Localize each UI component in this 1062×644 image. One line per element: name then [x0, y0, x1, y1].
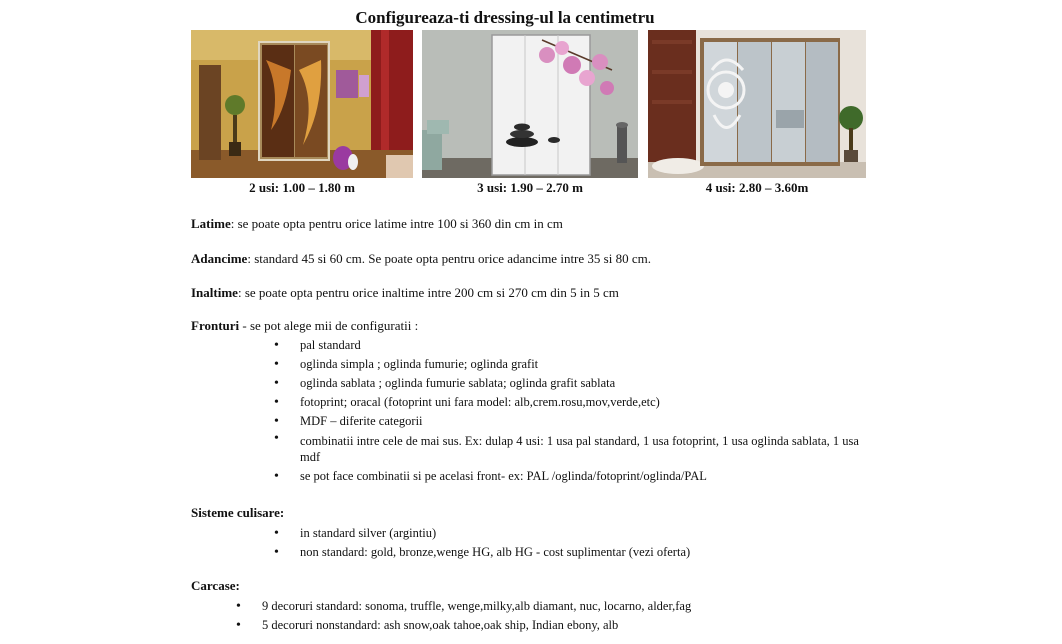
wardrobe-photo-2-doors: [191, 30, 413, 178]
latime-text: : se poate opta pentru orice latime intre 100 si 360 din cm in cm: [230, 216, 563, 231]
list-item: • oglinda sablata ; oglinda fumurie sablata; oglinda grafit sablata: [274, 374, 874, 393]
wardrobe-photo-4-doors: [648, 30, 866, 178]
list-item: • pal standard: [274, 336, 874, 355]
fronturi-list: [274, 336, 874, 486]
carcase-list: [236, 597, 876, 635]
adancime-paragraph: [191, 251, 651, 267]
fronturi-text: - se pot alege mii de configuratii :: [239, 318, 419, 333]
list-item: • MDF – diferite categorii: [274, 412, 874, 431]
adancime-label: Adancime: [191, 251, 248, 266]
list-item: • 9 decoruri standard: sonoma, truffle, wenge,milky,alb diamant, nuc, locarno, alder,fag: [236, 597, 876, 616]
list-item: • oglinda simpla ; oglinda fumurie; oglinda grafit: [274, 355, 874, 374]
list-item: • se pot face combinatii si pe acelasi front- ex: PAL /oglinda/fotoprint/oglinda/PAL: [274, 467, 874, 486]
list-item: • 5 decoruri nonstandard: ash snow,oak tahoe,oak ship, Indian ebony, alb: [236, 616, 876, 635]
sisteme-list: [274, 524, 874, 562]
wardrobe-photo-3-doors: [422, 30, 638, 178]
caption-4-doors: 4 usi: 2.80 – 3.60m: [705, 180, 809, 195]
caption-2-doors: 2 usi: 1.00 – 1.80 m: [249, 180, 355, 195]
latime-paragraph: [191, 216, 563, 232]
fronturi-paragraph: [191, 318, 418, 334]
inaltime-label: Inaltime: [191, 285, 238, 300]
inaltime-text: : se poate opta pentru orice inaltime intre 200 cm si 270 cm din 5 in 5 cm: [237, 285, 619, 300]
carcase-heading: Carcase:: [191, 578, 240, 593]
adancime-text: : standard 45 si 60 cm. Se poate opta pentru orice adancime intre 35 si 80 cm.: [247, 251, 651, 266]
inaltime-paragraph: [191, 285, 619, 301]
sisteme-heading: Sisteme culisare:: [191, 505, 285, 520]
list-item: • in standard silver (argintiu): [274, 524, 874, 543]
page-title: Configureaza-ti dressing-ul la centimetru: [355, 8, 655, 27]
list-item: • non standard: gold, bronze,wenge HG, alb HG - cost suplimentar (vezi oferta): [274, 543, 874, 562]
latime-label: Latime: [191, 216, 231, 231]
list-item: • fotoprint; oracal (fotoprint uni fara model: alb,crem.rosu,mov,verde,etc): [274, 393, 874, 412]
list-item: • combinatii intre cele de mai sus. Ex: dulap 4 usi: 1 usa pal standard, 1 usa fotoprint, 1 usa oglinda sablata, 1 usa mdf: [274, 431, 874, 467]
fronturi-label: Fronturi: [191, 318, 240, 333]
caption-3-doors: 3 usi: 1.90 – 2.70 m: [477, 180, 583, 195]
